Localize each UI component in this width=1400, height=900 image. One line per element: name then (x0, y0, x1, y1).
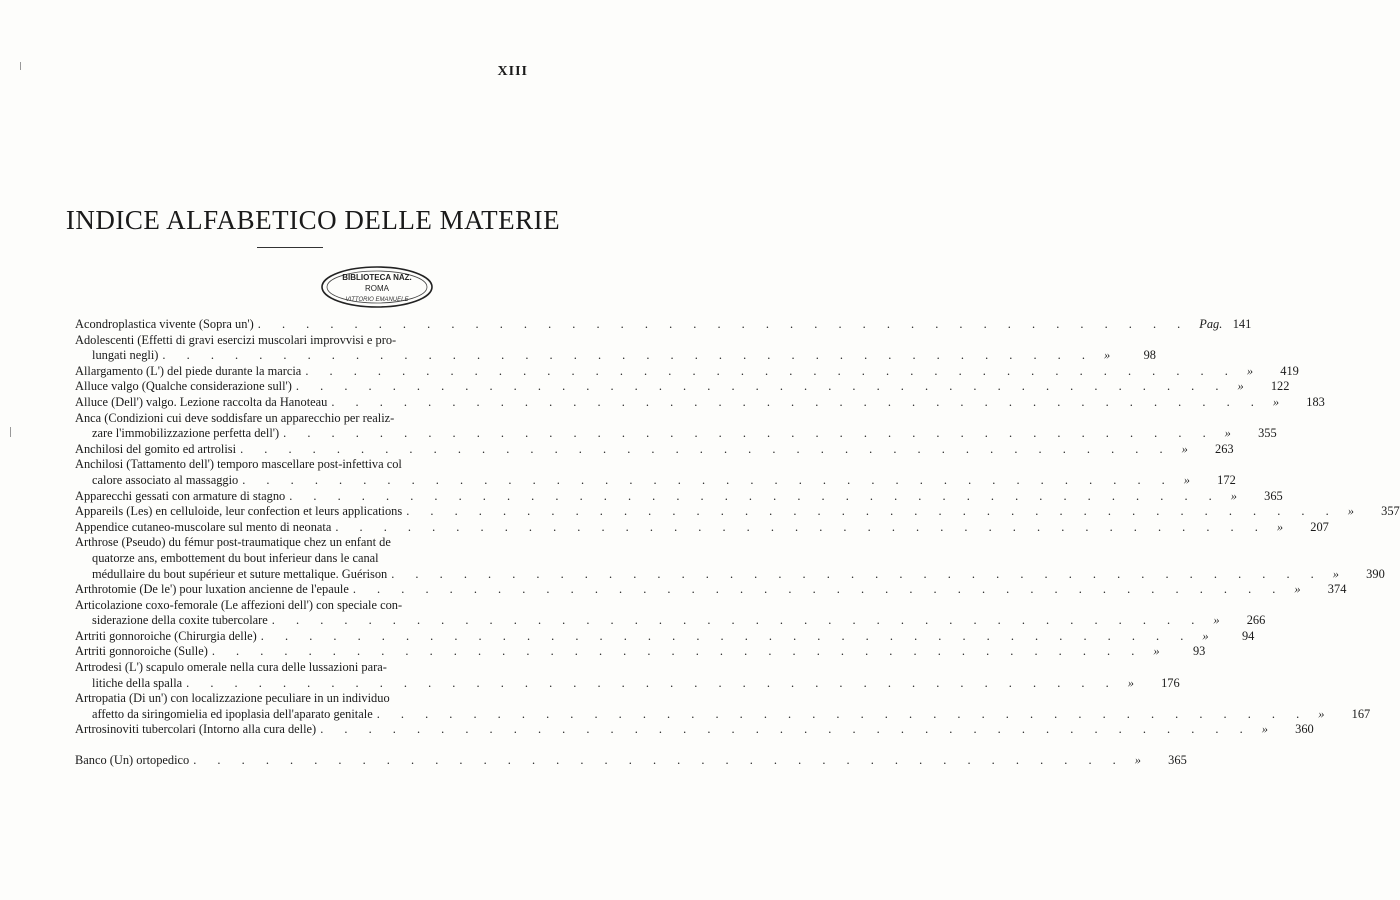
page-ref (1098, 348, 1156, 364)
entry-text: Artriti gonnoroiche (Sulle) (75, 644, 208, 659)
page-number-ref: 365 (1168, 753, 1187, 768)
entry-text: Adolescenti (Effetti di gravi esercizi muscolari improvvisi e pro- (75, 332, 397, 347)
entry-text: Allargamento (L') del piede durante la marcia (75, 363, 302, 378)
index-entry-line (75, 660, 507, 676)
index-entry (75, 535, 1385, 582)
page-prefix: » (1153, 644, 1160, 659)
dot-leader: . . . . . . . . . . . . . . . . . . . . . . . . . . . . . . . . . . . . . . . (283, 426, 1215, 441)
entry-text: affetto da siringomielia ed ipoplasia dell'aparato genitale (92, 706, 373, 721)
page-ref (1196, 629, 1254, 645)
entry-text: Anchilosi del gomito ed artrolisi (75, 441, 237, 456)
index-list (75, 317, 1400, 769)
page-number-ref: 374 (1327, 582, 1347, 597)
page-prefix: » (1332, 566, 1339, 581)
dot-leader: . . . . . . . . . . . . . . . . . . . . . . . . . . . . . . . . . . . . . . . (211, 644, 1144, 659)
dot-leader: . . . . . . . . . . . . . . . . . . . . . . . . . . . . . . . . . . . . . . . (352, 582, 1285, 597)
index-entry (75, 691, 1371, 722)
dot-leader: . . . . . . . . . . . . . . . . . . . . . . . . . . . . . . . . . . . . . . . (242, 472, 1174, 487)
index-entry-line (75, 426, 1277, 442)
index-entry-line (75, 566, 1385, 583)
page-number-ref: 122 (1270, 379, 1290, 394)
page-number-ref: 176 (1161, 675, 1180, 690)
page-ref (1176, 442, 1234, 458)
page-prefix: » (1183, 472, 1190, 487)
page-number-ref: 98 (1143, 348, 1156, 363)
index-entry-line (75, 504, 1400, 520)
page-ref (1231, 379, 1289, 395)
index-entry (75, 597, 1266, 629)
index-entry-line (75, 613, 1266, 629)
entry-text: Appareils (Les) en celluloide, leur confection et leurs applications (75, 504, 403, 519)
entry-text: Anca (Condizioni cui deve soddisfare un apparecchio per realiz- (75, 410, 395, 425)
entry-text: médullaire du bout supérieur et suture mettalique. Guérison (92, 566, 388, 581)
stamp-line-2: ROMA (365, 284, 389, 293)
page-number-ref: 419 (1280, 363, 1299, 378)
dot-leader: . . . . . . . . . . . . . . . . . . . . . . . . . . . . . . . . . . . . . . . (193, 753, 1125, 768)
entry-text: Arthrotomie (De le') pour luxation ancienne de l'epaule (75, 582, 349, 597)
dot-leader: . . . . . . . . . . . . . . . . . . . . . . . . . . . . . . . . . . . . . . . (305, 363, 1237, 378)
dot-leader: . . . . . . . . . . . . . . . . . . . . . . . . . . . . . . . . . . . . . . . (260, 628, 1193, 643)
page-number-ref: 167 (1351, 706, 1371, 721)
stamp-line-1: BIBLIOTECA NAZ. (342, 273, 412, 282)
page-prefix: » (1276, 519, 1284, 534)
dot-leader: . . . . . . . . . . . . . . . . . . . . . . . . . . . . . . . . . . . . . . . (240, 441, 1172, 456)
index-entry-line (75, 394, 1325, 411)
index-entry (75, 582, 1347, 598)
page-ref (1122, 676, 1180, 692)
index-entry-line (75, 488, 1283, 505)
index-entry-line (75, 472, 1236, 489)
dot-leader: . . . . . . . . . . . . . . . . . . . . . . . . . . . . . . . . . . . . . . . (376, 706, 1309, 721)
index-entry (75, 394, 1325, 411)
index-entry (75, 332, 1156, 364)
entry-text: Anchilosi (Tattamento dell') temporo mascellare post-infettiva col (75, 457, 402, 472)
title-divider (257, 247, 323, 248)
index-entry-line (75, 598, 507, 614)
entry-text: Artrosinoviti tubercolari (Intorno alla cura delle) (75, 722, 317, 737)
page-ref (1178, 473, 1236, 489)
page-prefix: » (1318, 706, 1325, 721)
page-number-ref: 266 (1246, 613, 1266, 628)
page-prefix: » (1294, 582, 1301, 597)
page-ref (1256, 722, 1314, 738)
page-ref (1312, 707, 1370, 723)
page-number-ref: 183 (1306, 394, 1325, 409)
index-entry (75, 488, 1283, 505)
library-stamp-icon (318, 264, 436, 310)
page-prefix: » (1261, 722, 1268, 737)
index-entry-line (75, 317, 1252, 333)
page-ref (1288, 582, 1346, 598)
page-ref (1129, 753, 1187, 769)
entry-text: Artropatia (Di un') con localizzazione peculiare in un individuo (75, 691, 390, 706)
page-number-ref: 357 (1381, 504, 1400, 519)
page-prefix: » (1213, 613, 1220, 628)
page-ref (1241, 364, 1299, 380)
page-prefix: » (1230, 488, 1237, 503)
index-entry-line (75, 551, 507, 567)
page-prefix: Pag. (1199, 317, 1223, 331)
index-entry (75, 379, 1290, 395)
dot-leader: . . . . . . . . . . . . . . . . . . . . . . . . . . . . . . . . . . . . . . . (331, 394, 1263, 409)
page-number-ref: 390 (1366, 566, 1385, 581)
page-number-ref: 141 (1232, 317, 1252, 331)
page-ref (1219, 426, 1277, 442)
index-entry (75, 628, 1255, 645)
index-entry-line (75, 333, 507, 349)
index-entry-line (75, 722, 1314, 738)
page-ref (1193, 317, 1251, 333)
page-number-ref: 207 (1310, 519, 1329, 534)
index-entry (75, 441, 1234, 458)
page-ref (1147, 644, 1205, 660)
page-ref (1271, 520, 1329, 536)
entry-text: Artrodesi (L') scapulo omerale nella cura delle lussazioni para- (75, 660, 387, 675)
dot-leader: . . . . . . . . . . . . . . . . . . . . . . . . . . . . . . . . . . . . . . . (295, 379, 1228, 394)
entry-text: Appendice cutaneo-muscolare sul mento di neonata (75, 519, 332, 534)
page-number-ref: 172 (1217, 472, 1236, 487)
page-ref (1207, 613, 1265, 629)
margin-mark-top (20, 62, 21, 70)
index-entry (75, 644, 1206, 660)
page-number: XIII (497, 64, 528, 79)
page-number-ref: 365 (1264, 488, 1283, 503)
entry-text: Alluce (Dell') valgo. Lezione raccolta da Hanoteau (75, 394, 328, 409)
page-number-ref: 355 (1258, 426, 1277, 441)
index-entry-line (75, 706, 1371, 723)
page-prefix: » (1181, 441, 1188, 456)
index-entry-line (75, 363, 1299, 380)
page-prefix: » (1237, 379, 1244, 394)
entry-text: Arthrose (Pseudo) du fémur post-traumatique chez un enfant de (75, 535, 391, 550)
page-number-ref: 93 (1192, 644, 1206, 659)
index-entry (75, 504, 1400, 520)
index-entry-line (75, 691, 507, 707)
index-entry-line (75, 675, 1180, 692)
entry-text: Articolazione coxo-femorale (Le affezioni dell') con speciale con- (75, 597, 403, 612)
page-prefix: » (1134, 753, 1141, 768)
page-prefix: » (1347, 504, 1354, 519)
page-ref (1342, 504, 1400, 520)
dot-leader: . . . . . . . . . . . . . . . . . . . . . . . . . . . . . . . . . . . . . . . (391, 566, 1323, 581)
entry-text: Apparecchi gessati con armature di stagno (75, 488, 286, 503)
entry-text: lungati negli) (92, 348, 159, 363)
entry-text: calore associato al massaggio (92, 472, 239, 487)
stamp-line-3: VITTORIO EMANUELE (345, 297, 409, 303)
page-ref (1267, 395, 1325, 411)
page-prefix: » (1103, 348, 1111, 363)
entry-text: zare l'immobilizzazione perfetta dell') (92, 426, 280, 441)
library-stamp (318, 264, 436, 310)
page-number-ref: 360 (1295, 722, 1314, 737)
index-entry-line (75, 348, 1156, 364)
index-entry-line (75, 753, 1187, 769)
index-entry (75, 753, 1187, 769)
dot-leader: . . . . . . . . . . . . . . . . . . . . . . . . . . . . . . . . . . . . . . . (406, 504, 1338, 519)
dot-leader: . . . . . . . . . . . . . . . . . . . . . . . . . . . . . . . . . . . . . . . (257, 317, 1190, 331)
dot-leader: . . . . . . . . . . . . . . . . . . . . . . . . . . . . . . . . . . . . . . . (335, 519, 1267, 534)
index-entry-line (75, 582, 1347, 598)
entry-text: Banco (Un) ortopedico (75, 753, 190, 768)
margin-mark-bottom (10, 427, 11, 437)
page-ref (1327, 567, 1385, 583)
index-entry (75, 519, 1329, 536)
page-number-ref: 94 (1241, 628, 1255, 643)
index-entry-line (75, 628, 1255, 645)
page-prefix: » (1127, 675, 1134, 690)
index-entry-line (75, 457, 507, 473)
index-entry (75, 660, 1180, 691)
page-prefix: » (1224, 426, 1231, 441)
entry-text: Artriti gonnoroiche (Chirurgia delle) (75, 628, 257, 643)
index-entry (75, 410, 1277, 442)
page-ref (1225, 489, 1283, 505)
index-entry-line (75, 519, 1329, 536)
index-entry-line (75, 535, 507, 551)
index-entry (75, 722, 1314, 738)
entry-text: litiche della spalla (92, 675, 183, 690)
entry-text: siderazione della coxite tubercolare (92, 613, 268, 628)
dot-leader: . . . . . . . . . . . . . . . . . . . . . . . . . . . . . . . . . . . . . . . (162, 348, 1094, 363)
dot-leader: . . . . . . . . . . . . . . . . . . . . . . . . . . . . . . . . . . . . . . . (289, 488, 1221, 503)
index-entry (75, 457, 1236, 488)
page-prefix: » (1202, 628, 1209, 643)
index-entry-line (75, 411, 507, 427)
index-entry-line (75, 441, 1234, 458)
dot-leader: . . . . . . . . . . . . . . . . . . . . . . . . . . . . . . . . . . . . . . . (271, 613, 1204, 628)
entry-text: Alluce valgo (Qualche considerazione sull') (75, 379, 292, 394)
page-number-ref: 263 (1215, 441, 1234, 456)
index-entry (75, 363, 1299, 380)
index-entry-line (75, 379, 1290, 395)
page-prefix: » (1246, 363, 1254, 378)
dot-leader: . . . . . . . . . . . . . . . . . . . . . . . . . . . . . . . . . . . . . . . (186, 675, 1118, 690)
page-title: INDICE ALFABETICO DELLE MATERIE (65, 205, 561, 235)
index-entry-line (75, 644, 1206, 660)
entry-text: quatorze ans, embottement du bout inferieur dans le canal (92, 550, 379, 565)
entry-text: Acondroplastica vivente (Sopra un') (75, 317, 254, 331)
dot-leader: . . . . . . . . . . . . . . . . . . . . . . . . . . . . . . . . . . . . . . . (320, 722, 1252, 737)
page-prefix: » (1272, 394, 1280, 409)
index-entry (75, 317, 1252, 333)
